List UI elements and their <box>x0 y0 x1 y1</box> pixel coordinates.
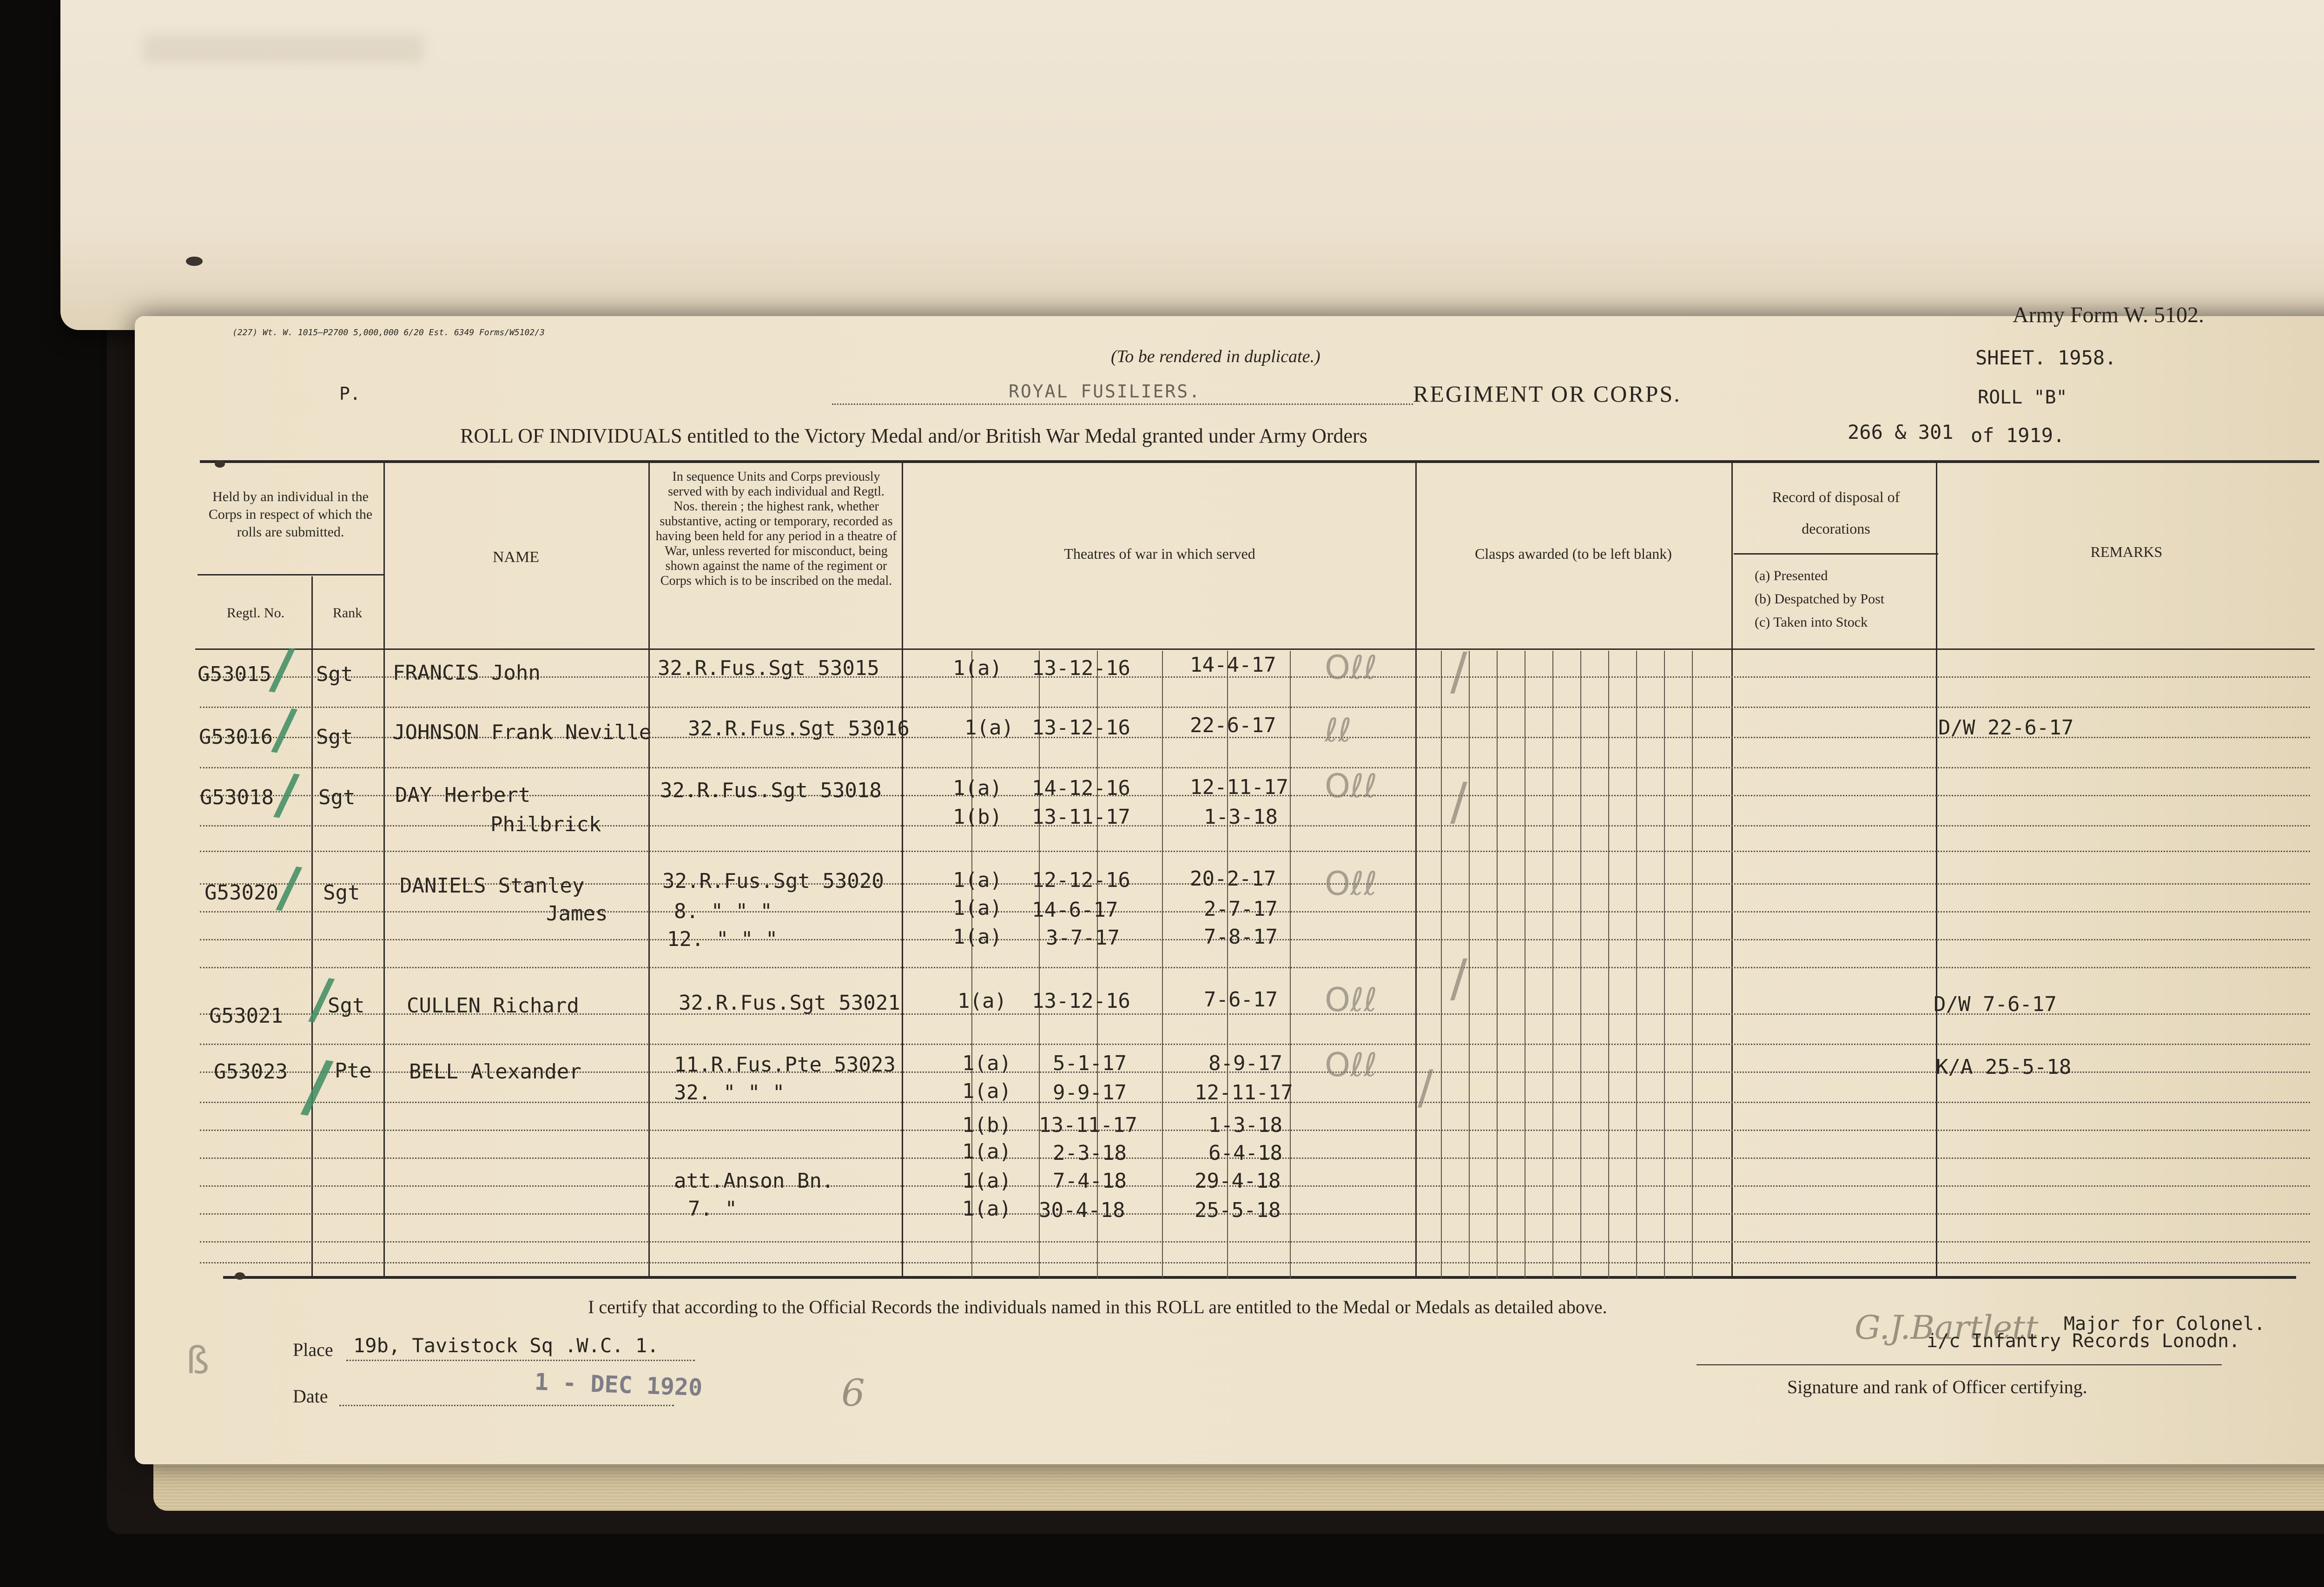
clasps-header: Clasps awarded (to be left blank) <box>1475 545 1672 562</box>
orders-year: of 1919. <box>1971 424 2065 447</box>
date-from: 30-4-18 <box>1039 1198 1125 1222</box>
check-mark-icon: / <box>267 635 297 703</box>
clasp-subrule-1 <box>1441 651 1442 1278</box>
col-rule-1 <box>311 576 313 1278</box>
date-from: 13-11-17 <box>1032 805 1130 829</box>
theatre: 1(a) <box>953 925 1002 949</box>
date-from: 7-4-18 <box>1053 1169 1127 1193</box>
name-header: NAME <box>492 549 540 566</box>
rank: Sgt <box>316 725 353 749</box>
date-to: 12-11-17 <box>1190 775 1288 799</box>
officer-unit: i/c Infantry Records Lonodn. <box>1927 1330 2240 1352</box>
unit: 8. " " " <box>674 899 772 923</box>
col-rule-6 <box>1731 463 1733 1278</box>
unit: 7. " <box>688 1197 737 1221</box>
pencil-mark: Oℓℓ <box>1325 767 1377 805</box>
row-rule <box>200 967 2310 968</box>
date-from: 5-1-17 <box>1053 1051 1127 1075</box>
pencil-mark: Oℓℓ <box>1325 1046 1377 1084</box>
officer-rank: Major for Colonel. <box>2064 1313 2265 1335</box>
unit: 32.R.Fus.Sgt 53020 <box>662 869 884 893</box>
rank: Sgt <box>328 994 365 1018</box>
theatre: 1(b) <box>953 805 1002 829</box>
col-rule-4 <box>902 463 903 1278</box>
check-mark-icon: / <box>299 1045 336 1128</box>
name: CULLEN Richard <box>407 994 579 1018</box>
regtl-number: G53016 <box>199 725 273 749</box>
unit: 12. " " " <box>667 927 778 951</box>
certification-text: I certify that according to the Official Records the individuals named in this ROLL are entitled to the Medal or Medals as detailed above. <box>588 1296 1607 1317</box>
date-to: 25-5-18 <box>1195 1198 1281 1222</box>
row-rule <box>200 767 2310 768</box>
theatres-header: Theatres of war in which served <box>1064 545 1255 562</box>
date-to: 12-11-17 <box>1195 1081 1293 1104</box>
pencil-tick: / <box>1418 1060 1433 1114</box>
place-value: 19b, Tavistock Sq .W.C. 1. <box>353 1334 659 1357</box>
regtl-no-header: Regtl. No. <box>226 605 285 621</box>
held-by-header: Held by an individual in the Corps in respect of which the rolls are submitted. <box>208 489 373 540</box>
theatre-subrule-2 <box>1039 651 1040 1278</box>
row-rule <box>200 707 2310 708</box>
theatre: 1(a) <box>953 776 1002 800</box>
name: BELL Alexander <box>409 1060 581 1084</box>
army-form-number: Army Form W. 5102. <box>2013 303 2205 327</box>
date-to: 7-6-17 <box>1204 988 1278 1012</box>
theatre: 1(a) <box>964 716 1014 740</box>
check-mark-icon: / <box>274 854 304 921</box>
pencil-tick: / <box>1450 772 1468 831</box>
regtl-number: G53021 <box>209 1004 283 1028</box>
disposal-stock: (c) Taken into Stock <box>1755 615 1868 630</box>
col-rule-3 <box>648 463 650 1278</box>
theatre: 1(a) <box>962 1140 1011 1164</box>
binder-hole <box>215 460 225 468</box>
held-by-rule <box>198 574 383 575</box>
date-from: 9-9-17 <box>1053 1081 1127 1104</box>
name: DAY Herbert <box>395 783 531 807</box>
clasp-subrule-3 <box>1497 651 1498 1278</box>
check-mark-icon: / <box>270 696 299 763</box>
remarks: D/W 22-6-17 <box>1938 716 2074 740</box>
print-code: (227) Wt. W. 1015—P2700 5,000,000 6/20 Est. 6349 Forms/W5102/3 <box>232 328 545 337</box>
row-rule <box>200 851 2310 852</box>
unit: att.Anson Bn. <box>674 1169 834 1193</box>
date-to: 29-4-18 <box>1195 1169 1281 1193</box>
clasp-subrule-7 <box>1608 651 1609 1278</box>
date-to: 8-9-17 <box>1208 1051 1282 1075</box>
army-orders: 266 & 301 <box>1848 421 1954 443</box>
date-to: 2-7-17 <box>1204 897 1278 921</box>
theatre: 1(a) <box>962 1079 1011 1103</box>
previous-page <box>60 0 2324 330</box>
regtl-number: G53023 <box>214 1060 288 1084</box>
date-from: 13-12-16 <box>1032 989 1130 1013</box>
header-bottom-rule <box>195 648 2315 650</box>
pencil-mark: ℓℓ <box>1325 711 1352 749</box>
pencil-initials: ß <box>186 1339 210 1382</box>
pencil-tick: / <box>1450 641 1468 701</box>
signature-label: Signature and rank of Officer certifying. <box>1787 1376 2087 1397</box>
date-line <box>339 1405 674 1406</box>
disposal-post: (b) Despatched by Post <box>1755 591 1885 607</box>
roll-letter: ROLL "B" <box>1978 387 2067 408</box>
remarks: D/W 7-6-17 <box>1934 992 2057 1016</box>
regiment-underline <box>832 403 1413 405</box>
date-from: 14-12-16 <box>1032 776 1130 800</box>
place-label: Place <box>293 1339 333 1360</box>
name: DANIELS Stanley <box>400 874 585 898</box>
theatre-subrule-6 <box>1290 651 1291 1278</box>
pencil-mark: Oℓℓ <box>1325 981 1377 1019</box>
name-continued: James <box>546 902 608 926</box>
date-to: 20-2-17 <box>1190 867 1276 891</box>
table-top-rule <box>200 460 2319 463</box>
regtl-number: G53020 <box>205 881 278 905</box>
clasp-subrule-9 <box>1664 651 1665 1278</box>
name: JOHNSON Frank Neville <box>393 721 652 744</box>
unit: 32.R.Fus.Sgt 53018 <box>660 779 882 802</box>
pencil-mark: Oℓℓ <box>1325 648 1377 687</box>
unit: 32.R.Fus.Sgt 53015 <box>658 656 879 680</box>
clasp-subrule-8 <box>1636 651 1637 1278</box>
name-continued: Philbrick <box>490 813 601 836</box>
theatre: 1(a) <box>953 868 1002 892</box>
clasp-subrule-2 <box>1469 651 1470 1278</box>
clasp-subrule-6 <box>1580 651 1581 1278</box>
date-to: 7-8-17 <box>1204 925 1278 949</box>
row-rule <box>200 1262 2310 1263</box>
unit: 11.R.Fus.Pte 53023 <box>674 1053 896 1077</box>
remarks: K/A 25-5-18 <box>1936 1055 2072 1079</box>
units-header: In sequence Units and Corps previously served with by each individual and Regtl. Nos. therein ; the highest rank, whether substantive, acting or temporary, recorded as having been held for any period in a theatre of War, unless reverted for misconduct, being shown against the name of the regiment or Corps which is to be inscribed on the medal. <box>655 469 897 588</box>
pencil-mark: Oℓℓ <box>1325 865 1377 903</box>
col-rule-2 <box>383 463 385 1278</box>
rank: Sgt <box>323 881 360 905</box>
theatre: 1(a) <box>962 1051 1011 1075</box>
rank-header: Rank <box>332 605 363 621</box>
rank: Sgt <box>318 786 356 809</box>
col-rule-5 <box>1415 463 1417 1278</box>
clasp-subrule-5 <box>1552 651 1553 1278</box>
date-stamp: 1 - DEC 1920 <box>534 1368 703 1402</box>
date-to: 14-4-17 <box>1190 653 1276 677</box>
date-from: 13-11-17 <box>1039 1113 1137 1137</box>
date-from: 3-7-17 <box>1046 926 1120 950</box>
date-to: 1-3-18 <box>1204 805 1278 829</box>
name: FRANCIS John <box>393 661 541 685</box>
theatre: 1(a) <box>962 1197 1011 1221</box>
date-from: 14-6-17 <box>1032 898 1118 922</box>
theatre: 1(a) <box>957 989 1007 1013</box>
regtl-number: G53015 <box>198 662 271 686</box>
row-rule <box>200 1241 2310 1243</box>
rank: Sgt <box>316 662 353 686</box>
date-from: 12-12-16 <box>1032 868 1130 892</box>
unit: 32.R.Fus.Sgt 53021 <box>679 991 900 1015</box>
officer-signature: G.J.Bartlett <box>1855 1309 2039 1347</box>
date-from: 2-3-18 <box>1053 1141 1127 1165</box>
date-to: 22-6-17 <box>1190 714 1276 737</box>
row-rule <box>200 1044 2310 1045</box>
unit: 32.R.Fus.Sgt 53016 <box>688 717 910 741</box>
remarks-header: REMARKS <box>2090 543 2163 560</box>
theatre: 1(b) <box>962 1113 1011 1137</box>
signature-line <box>1697 1364 2222 1365</box>
regiment-label: REGIMENT OR CORPS. <box>1413 381 1681 407</box>
date-from: 13-12-16 <box>1032 656 1130 680</box>
p-label: P. <box>339 384 361 404</box>
date-from: 13-12-16 <box>1032 716 1130 740</box>
binder-hole <box>235 1272 245 1280</box>
binder-hole <box>186 257 203 266</box>
check-mark-icon: / <box>272 761 302 828</box>
duplicate-note: (To be rendered in duplicate.) <box>1111 347 1320 366</box>
date-label: Date <box>293 1386 328 1407</box>
disposal-presented: (a) Presented <box>1755 568 1828 583</box>
regtl-number: G53018 <box>200 786 274 809</box>
roll-title: ROLL OF INDIVIDUALS entitled to the Victory Medal and/or British War Medal granted under Army Orders <box>460 424 1367 447</box>
rank: Pte <box>335 1059 372 1083</box>
table-bottom-rule <box>223 1276 2296 1279</box>
margin-mark: 6 <box>841 1371 865 1415</box>
regiment-name: ROYAL FUSILIERS. <box>1009 381 1202 402</box>
theatre-subrule-4 <box>1162 651 1163 1278</box>
date-to: 6-4-18 <box>1208 1141 1282 1165</box>
col-rule-7 <box>1936 463 1937 1278</box>
pencil-tick: / <box>1450 948 1468 1008</box>
sheet-number: SHEET. 1958. <box>1975 346 2117 369</box>
unit: 32. " " " <box>674 1081 785 1104</box>
theatre: 1(a) <box>962 1169 1011 1193</box>
disposal-rule <box>1734 553 1938 555</box>
theatre: 1(a) <box>953 656 1002 680</box>
clasp-subrule-10 <box>1692 651 1693 1278</box>
theatre: 1(a) <box>953 896 1002 920</box>
place-line <box>346 1360 695 1361</box>
check-mark-icon: / <box>307 965 337 1033</box>
date-to: 1-3-18 <box>1208 1113 1282 1137</box>
disposal-header: Record of disposal of decorations <box>1772 489 1900 537</box>
